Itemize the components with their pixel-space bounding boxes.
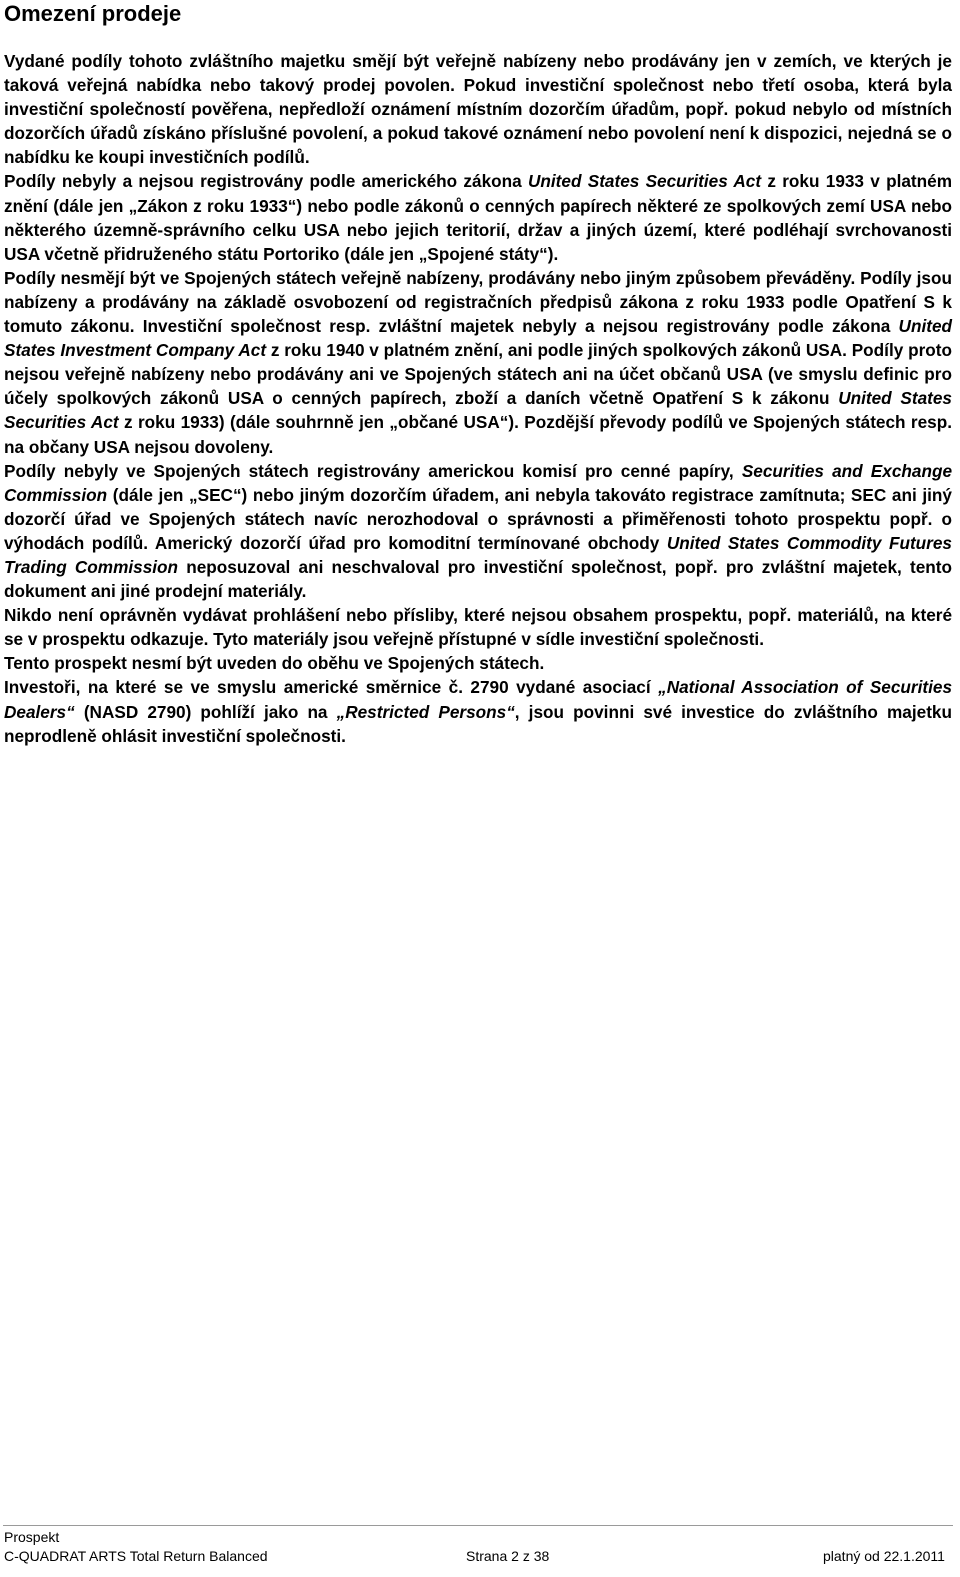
paragraph-sales-restriction: Vydané podíly tohoto zvláštního majetku smějí být veřejně nabízeny nebo prodávány jen v zemích, ve kterých je taková veřejná nabídka nebo takový prodej povolen. Pokud investiční společnost nebo třetí osoba, která byla investiční společností pověřena, nepředloží oznámení místním dozorčím úřadům, popř. pokud nebylo od místních dozorčích úřadů získáno příslušné povolení, a pokud takové oznámení nebo povolení není k dispozici, nejedná se o nabídku ke koupi investičních podílů. <box>4 51 952 168</box>
page-footer <box>0 1525 960 1577</box>
text-segment: z roku 1940 v platném znění, ani podle jiných spolkových zákonů USA. Podíly proto nejsou veřejně nabízeny nebo prodávány ani ve Spojených státech ani na účet občanů USA (ve smyslu definic pro účely spolkových zákonů USA o cenných papírech, zboží a daních včetně Opatření S k zákonu <box>4 340 952 409</box>
text-segment: z roku 1933) (dále souhrnně jen „občané USA“). Pozdější převody podílů ve Spojených státech resp. na občany USA nejsou dovoleny. <box>4 412 952 457</box>
footer-doc-type: Prospekt <box>4 1529 60 1545</box>
association-name: „National Association of Securities Dealers“ <box>4 677 953 722</box>
text-segment: Podíly nebyly a nejsou registrovány podle amerického zákona <box>4 171 528 192</box>
text-segment: Podíly nebyly ve Spojených státech registrovány americkou komisí pro cenné papíry, <box>4 460 742 481</box>
act-name: United States Investment Company Act <box>4 316 952 361</box>
paragraph-restricted-persons <box>4 675 952 747</box>
text-segment: (NASD 2790) pohlíží jako na <box>74 701 337 722</box>
text-segment: (dále jen „SEC“) nebo jiným dozorčím úřadem, ani nebyla takováto registrace zamítnuta; SEC ani jiný dozorčí úřad ve Spojených státech navíc nerozhodoval o správnosti a přiměřenosti tohoto prospektu popř. o výhodách podílů. Americký dozorčí úřad pro komoditní termínované obchody <box>4 484 952 553</box>
text-segment: z roku 1933 v platném znění (dále jen „Zákon z roku 1933“) nebo podle zákonů o cenných papírech některé ze spolkových zemí USA nebo některého územně-správního celku USA nebo jejich teritorií, držav a jiných území, které podléhají svrchovanosti USA včetně přidruženého státu Portoriko (dále jen „Spojené státy“). <box>4 171 952 264</box>
page-title: Omezení prodeje <box>4 1 182 26</box>
footer-fund-name: C-QUADRAT ARTS Total Return Balanced <box>4 1548 268 1564</box>
paragraph-statements: Nikdo není oprávněn vydávat prohlášení nebo přísliby, které nejsou obsahem prospektu, popř. materiálů, na které se v prospektu odkazuje. Tyto materiály jsou veřejně přístupné v sídle investiční společnosti. <box>4 605 952 650</box>
agency-name: Securities and Exchange Commission <box>4 460 953 505</box>
act-name: United States Securities Act <box>527 171 762 192</box>
agency-name: United States Commodity Futures Trading Commission <box>4 532 952 577</box>
restricted-persons-term: „Restricted Persons“ <box>336 701 515 722</box>
paragraph-sec <box>4 459 952 604</box>
footer-valid-from: platný od 22.1.2011 <box>823 1548 945 1564</box>
text-segment: Podíly nesmějí být ve Spojených státech veřejně nabízeny, prodávány nebo jiným způsobem převáděny. Podíly jsou nabízeny a prodávány na základě osvobození od registračních předpisů zákona z roku 1933 podle Opatření S k tomuto zákonu. Investiční společnost resp. zvláštní majetek nebyly a nejsou registrovány podle zákona <box>4 267 952 337</box>
text-segment: , jsou povinni své investice do zvláštního majetku neprodleně ohlásit investiční společnosti. <box>4 701 952 746</box>
document-body <box>4 49 952 748</box>
footer-divider <box>3 1525 953 1526</box>
text-segment: Investoři, na které se ve smyslu americké směrnice č. 2790 vydané asociací <box>4 677 659 698</box>
footer-page-number: Strana 2 z 38 <box>466 1548 550 1564</box>
paragraph-circulation: Tento prospekt nesmí být uveden do oběhu ve Spojených státech. <box>4 653 545 674</box>
paragraph-registration <box>4 169 952 265</box>
act-name: United States Securities Act <box>4 388 952 433</box>
paragraph-transfer-restriction <box>4 266 952 459</box>
text-segment: neposuzoval ani neschvaloval pro investiční společnost, popř. pro zvláštní majetek, tento dokument ani jiné prodejní materiály. <box>4 556 952 602</box>
